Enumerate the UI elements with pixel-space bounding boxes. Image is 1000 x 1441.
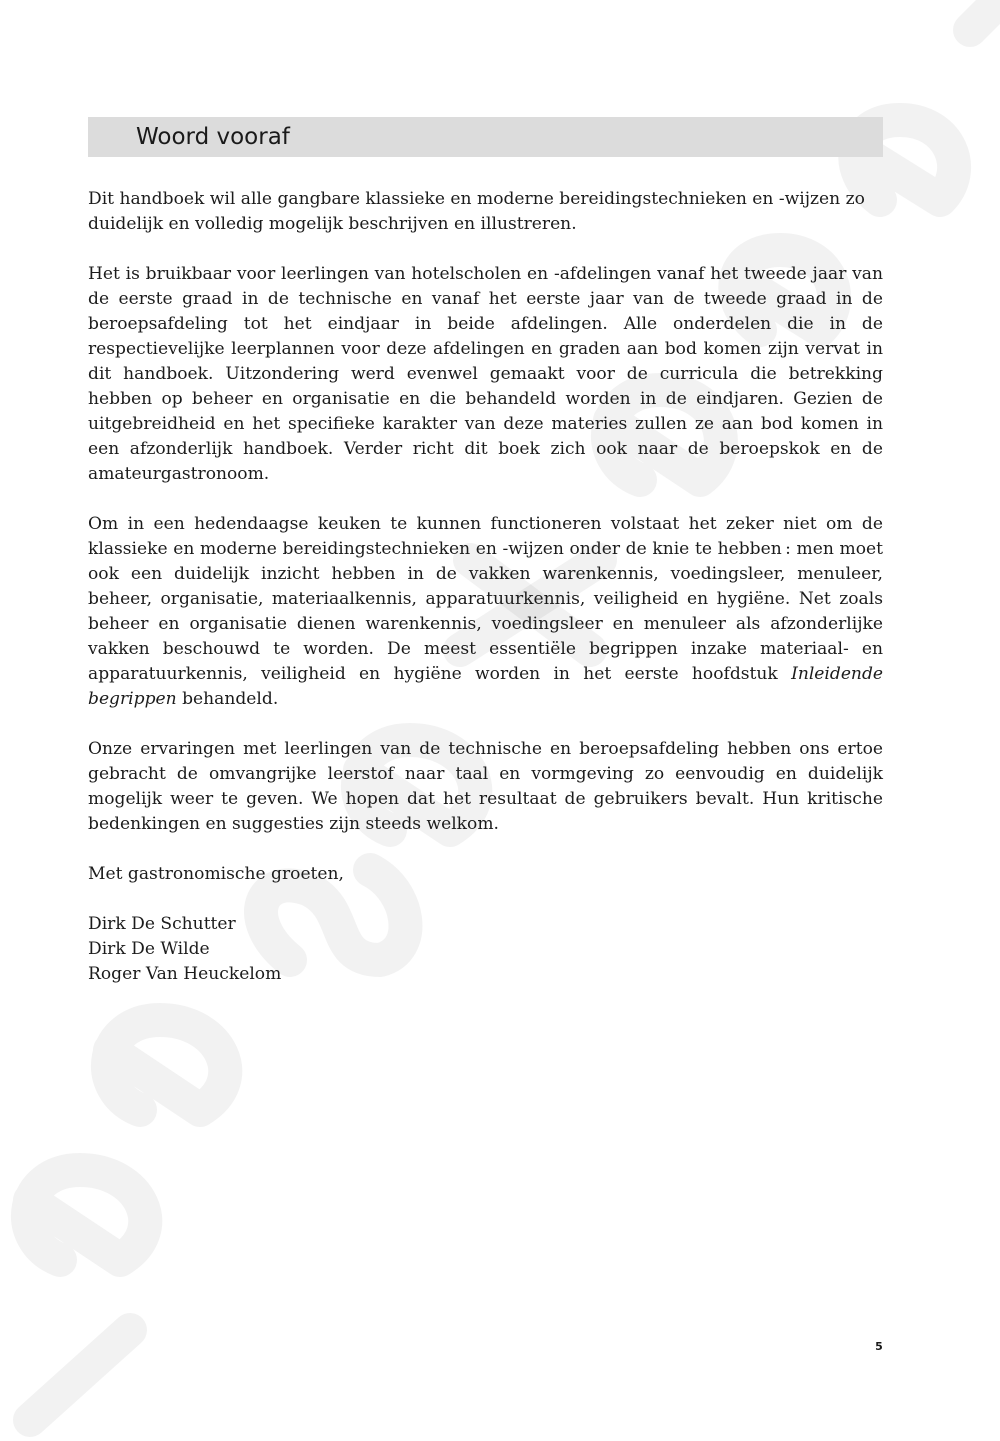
body-text: [88, 187, 883, 987]
paragraph-3-text-after: behandeld.: [176, 689, 279, 709]
paragraph-1: Dit handboek wil alle gangbare klassieke en moderne bereidingstechnieken en -wijzen zo duidelijk en volledig mogelijk beschrijven en illustreren.: [88, 189, 865, 234]
section-header-bar: [88, 117, 883, 157]
author-name: Dirk De Wilde: [88, 939, 210, 959]
paragraph-3: [88, 512, 883, 712]
paragraph-4: Onze ervaringen met leerlingen van de technische en beroepsafdeling hebben ons ertoe gebracht de omvangrijke leerstof naar taal en vormgeving zo eenvoudig en duidelijk mogelijk weer te geven. We hopen dat het resultaat de gebruikers bevalt. Hun kritische bedenkingen en suggesties zijn steeds welkom.: [88, 739, 883, 834]
closing-greeting: Met gastronomische groeten,: [88, 864, 344, 884]
paragraph-2: Het is bruikbaar voor leerlingen van hotelscholen en -afdelingen vanaf het tweede jaar van de eerste graad in de technische en vanaf het eerste jaar van de tweede graad in de beroepsafdeling tot het eindjaar in beide afdelingen. Alle onderdelen die in de respectievelijke leerplannen voor deze afdelingen en graden aan bod komen zijn vervat in dit handboek. Uitzondering werd evenwel gemaakt voor de curricula die betrekking hebben op beheer en organisatie en die behandeld worden in de eindjaren. Gezien de uitgebreidheid en het specifieke karakter van deze materies zullen ze aan bod komen in een afzonderlijk handboek. Verder richt dit boek zich ook naar de beroepskok en de amateurgastronoom.: [88, 264, 883, 484]
author-name: Roger Van Heuckelom: [88, 964, 282, 984]
paragraph-3-text-before: Om in een hedendaagse keuken te kunnen functioneren volstaat het zeker niet om de klassieke en moderne bereidingstechnieken en -wijzen onder de knie te hebben : men moet ook een duidelijk inzicht hebben in de vakken warenkennis, voedingsleer, menuleer, beheer, organisatie, materiaalkennis, apparatuurkennis, veiligheid en hygiëne. Net zoals beheer en organisatie dienen warenkennis, voedingsleer en menuleer als afzonderlijke vakken beschouwd te worden. De meest essentiële begrippen inzake materiaal- en apparatuurkennis, veiligheid en hygiëne worden in het eerste hoofdstuk: [88, 514, 883, 684]
author-list: [88, 912, 883, 987]
author-name: Dirk De Schutter: [88, 914, 236, 934]
section-title: Woord vooraf: [136, 124, 290, 150]
chapter-reference: Inleidende begrippen: [88, 664, 883, 709]
page-number: 5: [875, 1340, 883, 1353]
